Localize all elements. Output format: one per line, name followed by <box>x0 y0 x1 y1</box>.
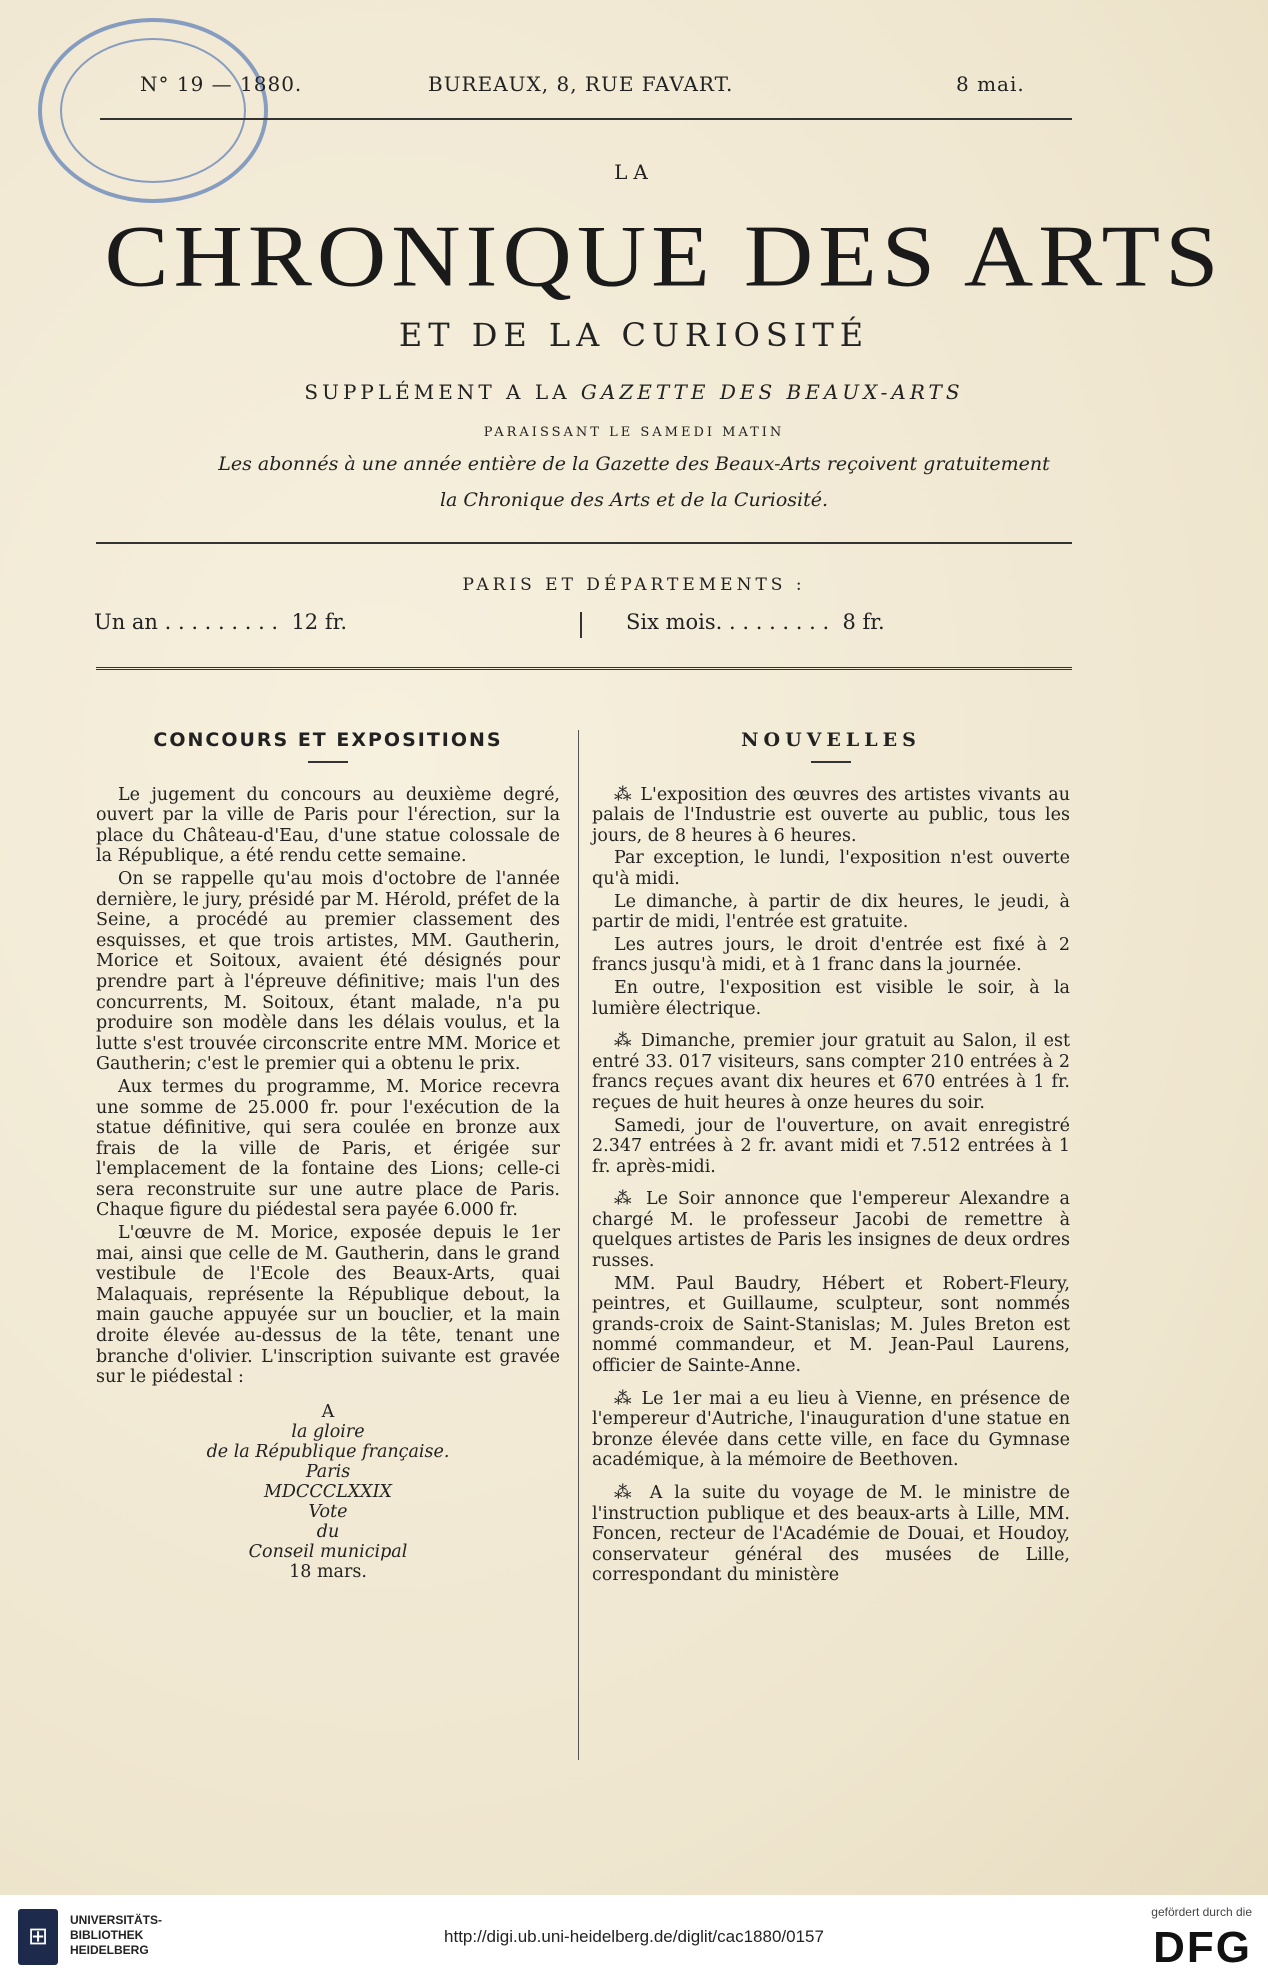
issue-date: 8 mai. <box>956 72 1025 96</box>
inscription-line: Conseil municipal <box>248 1541 408 1562</box>
nouvelles-paragraph: ⁂ A la suite du voyage de M. le ministre de l'instruction publique et des beaux-arts à Lille, MM. Foncen, recteur de l'Académie de Douai, et Houdoy, conservateur général des musées de Lille, correspondant du ministère <box>592 1483 1070 1586</box>
nouvelles-paragraph: Samedi, jour de l'ouverture, on avait enregistré 2.347 entrées à 2 fr. avant midi et 7.512 entrées à 1 fr. après-midi. <box>592 1115 1070 1177</box>
viewer-footer <box>0 1895 1268 1979</box>
nouvelles-paragraph: MM. Paul Baudry, Hébert et Robert-Fleury, peintres, et Guillaume, sculpteur, sont nommés grands-croix de Saint-Stanislas; M. Jules Breton est nommé commandeur, et M. Jean-Paul Laurens, officier de Sainte-Anne. <box>592 1273 1070 1377</box>
subscriber-note-line2: la Chronique des Arts et de la Curiosité. <box>439 489 829 511</box>
nouvelles-paragraph: ⁂ Dimanche, premier jour gratuit au Salon, il est entré 33. 017 visiteurs, sans compter 210 entrées à 2 francs reçues avant dix heures et 670 entrées à 1 fr. reçues de huit heures à onze heures du soir. <box>592 1031 1070 1113</box>
subscription-heading: PARIS ET DÉPARTEMENTS : <box>462 575 806 595</box>
concours-paragraph-2: On se rappelle qu'au mois d'octobre de l'année dernière, le jury, présidé par M. Hérold, préfet de la Seine, a procédé au premier classement des esquisses, et que trois artistes, MM. Gautherin, Morice et Soitoux, avaient été désignés pour prendre part à l'épreuve définitive; mais l'un des concurrents, M. Soitoux, étant malade, n'a pu produire son modèle dans les délais voulus, et la lutte s'est trouvée circonscrite entre MM. Morice et Gautherin; c'est le premier qui a obtenu le prix. <box>96 868 560 1075</box>
university-logo-icon: ⊞ <box>18 1909 58 1965</box>
library-name-line: UNIVERSITÄTS- <box>70 1913 163 1927</box>
permalink-url[interactable]: http://digi.ub.uni-heidelberg.de/diglit/cac1880/0157 <box>444 1927 824 1946</box>
nouvelles-paragraph: En outre, l'exposition est visible le soir, à la lumière électrique. <box>592 977 1070 1019</box>
subscriber-note-line1: Les abonnés à une année entière de la Gazette des Beaux-Arts reçoivent gratuitement <box>218 453 1050 475</box>
inscription-line: MDCCCLXXIX <box>263 1481 393 1502</box>
library-name-line: BIBLIOTHEK <box>70 1928 144 1942</box>
masthead-supplement <box>0 380 1268 404</box>
library-name-line: HEIDELBERG <box>70 1943 149 1957</box>
dfg-logo: DFG <box>1153 1923 1252 1972</box>
supplement-gazette: GAZETTE DES BEAUX-ARTS <box>580 380 964 404</box>
inscription-line: Vote <box>308 1501 348 1522</box>
concours-paragraph-4: L'œuvre de M. Morice, exposée depuis le 1er mai, ainsi que celle de M. Gautherin, dans le grand vestibule de l'Ecole des Beaux-Arts, quai Malaquais, représente la République debout, la main gauche appuyée sur un bouclier, et la main droite élevée au-dessus de la tête, tenant une branche d'olivier. L'inscription suivante est gravée sur le piédestal : <box>96 1223 560 1388</box>
nouvelles-paragraph: ⁂ Le 1er mai a eu lieu à Vienne, en présence de l'empereur d'Autriche, l'inauguration d'une statue en bronze élevée dans cette ville, en face du Gymnase académique, à la mémoire de Beethoven. <box>592 1388 1070 1471</box>
nouvelles-paragraph: Par exception, le lundi, l'exposition n'est ouverte qu'à midi. <box>592 848 1070 889</box>
left-column <box>96 730 560 1582</box>
inscription-line: la gloire <box>291 1421 365 1442</box>
nouvelles-paragraph: ⁂ L'exposition des œuvres des artistes vivants au palais de l'Industrie est ouverte au public, tous les jours, de 8 heures à 6 heures. <box>592 784 1070 846</box>
inscription-line: A <box>321 1401 335 1422</box>
header-rule <box>100 118 1072 120</box>
issue-number: N° 19 — 1880. <box>140 72 303 96</box>
concours-paragraph-3: Aux termes du programme, M. Morice recevra une somme de 25.000 fr. pour l'exécution de la statue définitive, qui sera coulée en bronze aux frais de la ville de Paris, et érigée sur l'emplacement de la fontaine des Lions; celle-ci sera reconstruite sur une autre place de Paris. Chaque figure du piédestal sera payée 6.000 fr. <box>96 1076 560 1221</box>
inscription-line: 18 mars. <box>289 1561 367 1582</box>
nouvelles-paragraph: Les autres jours, le droit d'entrée est fixé à 2 francs jusqu'à midi, et à 1 franc dans la journée. <box>592 934 1070 976</box>
inscription-line: Paris <box>305 1461 351 1482</box>
inscription-line: du <box>316 1521 340 1542</box>
masthead-la: LA <box>614 160 654 184</box>
publication-schedule: PARAISSANT LE SAMEDI MATIN <box>483 425 785 440</box>
price-divider <box>580 612 582 638</box>
funding-label: gefördert durch die <box>1151 1905 1252 1919</box>
nouvelles-paragraph: Le dimanche, à partir de dix heures, le jeudi, à partir de midi, l'entrée est gratuite. <box>592 891 1070 933</box>
supplement-prefix: SUPPLÉMENT A LA <box>304 380 581 404</box>
heading-dash <box>811 761 851 763</box>
nouvelles-paragraph: ⁂ Le Soir annonce que l'empereur Alexandre a chargé M. le professeur Jacobi de remettre à quelques artistes de Paris les insignes de deux ordres russes. <box>592 1189 1070 1272</box>
masthead-rule <box>96 542 1072 544</box>
column-divider <box>578 730 579 1760</box>
section-heading-nouvelles: NOUVELLES <box>741 729 921 751</box>
section-heading-concours: CONCOURS ET EXPOSITIONS <box>153 729 503 751</box>
right-column <box>592 730 1070 1588</box>
masthead-title: CHRONIQUE DES ARTS <box>104 206 1224 305</box>
inscription-line: de la République française. <box>206 1441 450 1462</box>
subscription-rule <box>96 667 1072 670</box>
masthead-subtitle: ET DE LA CURIOSITÉ <box>398 316 870 354</box>
inscription <box>96 1402 560 1582</box>
price-six-months: Six mois. . . . . . . . . 8 fr. <box>626 610 885 634</box>
heading-dash <box>308 761 348 763</box>
bureaux-address: BUREAUX, 8, RUE FAVART. <box>428 72 734 96</box>
concours-paragraph-1: Le jugement du concours au deuxième degré, ouvert par la ville de Paris pour l'érection, sur la place du Château-d'Eau, d'une statue colossale de la République, a été rendu cette semaine. <box>96 784 560 867</box>
price-one-year: Un an . . . . . . . . . 12 fr. <box>94 610 348 634</box>
